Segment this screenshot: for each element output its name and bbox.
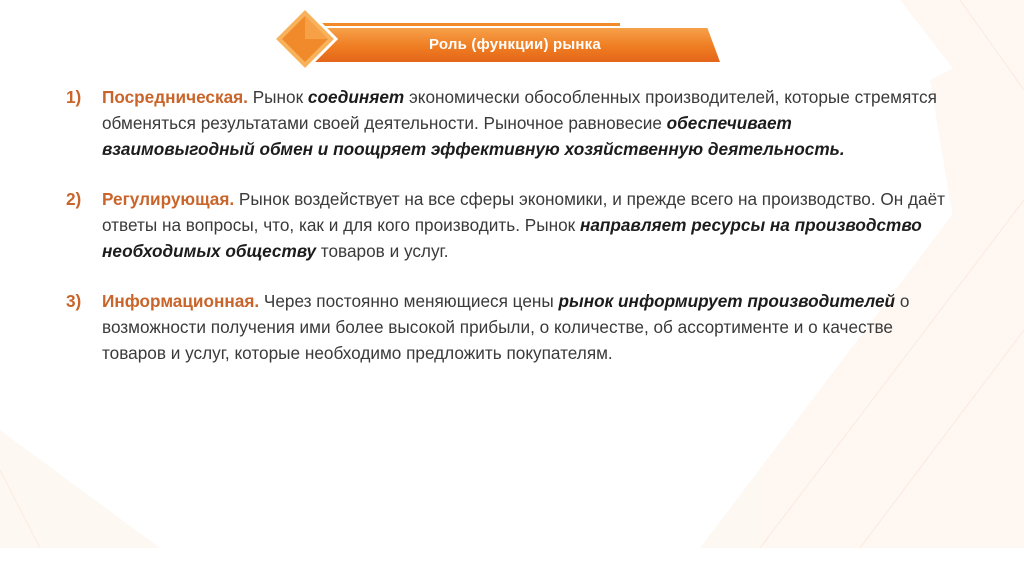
item-number: 3) xyxy=(66,291,82,311)
item-text xyxy=(102,288,946,366)
item-number: 2) xyxy=(66,189,82,209)
item-emphasis: рынок информирует производителей xyxy=(558,291,896,311)
title-accent-line xyxy=(300,23,620,26)
item-text-part: Рынок xyxy=(247,87,308,107)
item-text xyxy=(102,84,946,162)
bottom-strip xyxy=(0,548,1024,574)
item-text-part: Через постоянно меняющиеся цены xyxy=(259,291,559,311)
item-text-part: экономически обособленных производителей, которые стремятся обменяться результатами своей деятельности. Рыночное равновесие xyxy=(102,87,937,133)
item-number: 1) xyxy=(66,87,82,107)
item-lead: Регулирующая. xyxy=(102,189,235,209)
item-emphasis: соединяет xyxy=(307,87,405,107)
item-emphasis: направляет ресурсы на производство необходимых обществу xyxy=(102,215,922,261)
list-item xyxy=(66,288,946,366)
item-text-part: о возможности получения ими более высокой прибыли, о количестве, об ассортименте и о качестве товаров и услуг, которые необходимо предложить покупателям. xyxy=(102,291,910,363)
item-lead: Информационная. xyxy=(102,291,260,311)
slide-title: Роль (функции) рынка xyxy=(429,36,601,53)
item-text-part: Рынок воздействует на все сферы экономики, и прежде всего на производство. Он даёт ответы на вопросы, что, как и для кого производить. Рынок xyxy=(102,189,946,235)
function-list xyxy=(66,84,946,390)
item-emphasis: обеспечивает взаимовыгодный обмен и поощряет эффективную хозяйственную деятельность. xyxy=(102,113,845,159)
item-lead: Посредническая. xyxy=(102,87,248,107)
list-item xyxy=(66,186,946,264)
item-text xyxy=(102,186,946,264)
item-text-part: товаров и услуг. xyxy=(316,241,449,261)
list-item xyxy=(66,84,946,162)
